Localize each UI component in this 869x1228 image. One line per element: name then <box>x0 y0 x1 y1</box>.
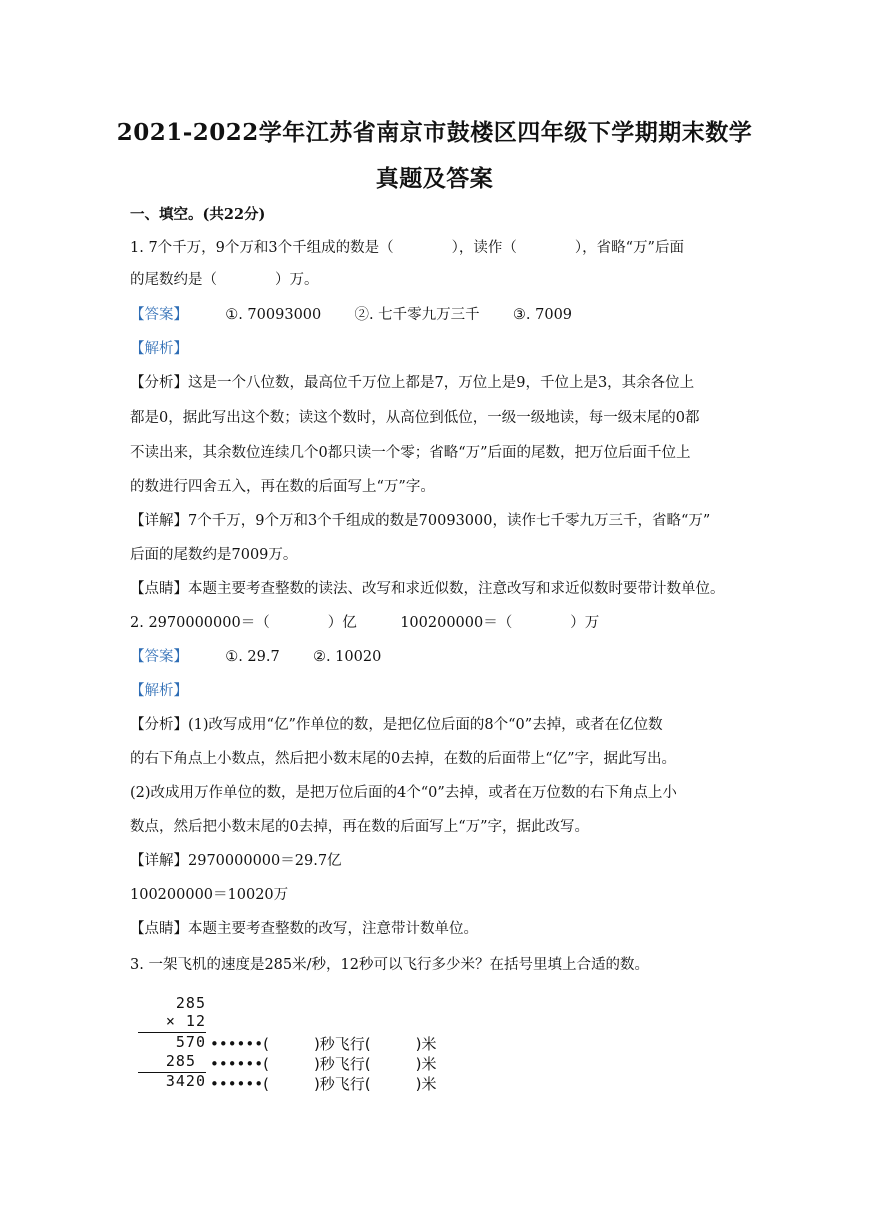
q1-xiangjie-line: 【详解】7个千万，9个万和3个千组成的数是70093000，读作七千零九万三千，省略“万” <box>130 513 711 529</box>
q2-text: 2. 2970000000＝（ ）亿 100200000＝（ ）万 <box>130 615 600 631</box>
q2-answer-row <box>130 647 742 667</box>
q2-dianjing: 【点睛】本题主要考查整数的改写，注意带计数单位。 <box>130 921 478 937</box>
q2-xiangjie-line: 100200000＝10020万 <box>130 887 289 903</box>
calc-result: 3420 <box>165 1072 206 1090</box>
q2-analysis-label: 【解析】 <box>130 683 188 699</box>
q1-xiangjie-line: 后面的尾数约是7009万。 <box>130 547 298 563</box>
q3-text: 3. 一架飞机的速度是285米/秒，12秒可以飞行多少米？在括号里填上合适的数。 <box>130 957 649 973</box>
q1-answer-1: ①. 70093000 <box>225 307 322 323</box>
document-title-line2: 真题及答案 <box>375 165 494 192</box>
calc-partial-1: 570 <box>175 1033 206 1051</box>
q1-fenxi-line: 都是0，据此写出这个数；读这个数时，从高位到低位，一级一级地读，每一级末尾的0都 <box>130 410 700 426</box>
section-heading: 一、填空。(共22分) <box>130 206 266 223</box>
calc-row-2-text: ••••••( )秒飞行( )米 <box>210 1055 437 1073</box>
answer-label: 【答案】 <box>130 649 188 665</box>
q2-fenxi-line: (2)改成用万作单位的数，是把万位后面的4个“0”去掉，或者在万位数的右下角点上小 <box>130 785 677 801</box>
q2-xiangjie-line: 【详解】2970000000＝29.7亿 <box>130 853 342 869</box>
q1-dianjing: 【点睛】本题主要考查整数的读法、改写和求近似数，注意改写和求近似数时要带计数单位。 <box>130 581 725 597</box>
calc-row-1-text: ••••••( )秒飞行( )米 <box>210 1035 437 1053</box>
document-title-line1: 2021-2022学年江苏省南京市鼓楼区四年级下学期期末数学 <box>116 119 753 146</box>
q2-fenxi-line: 【分析】(1)改写成用“亿”作单位的数，是把亿位后面的8个“0”去掉，或者在亿位数 <box>130 717 663 733</box>
calc-partial-2: 285 <box>165 1052 196 1070</box>
q1-answer-3: ③. 7009 <box>512 307 573 323</box>
q2-answer-1: ①. 29.7 <box>225 649 280 665</box>
calc-row-3-text: ••••••( )秒飞行( )米 <box>210 1075 437 1093</box>
q2-fenxi-line: 数点，然后把小数末尾的0去掉，再在数的后面写上“万”字，据此改写。 <box>130 819 590 835</box>
q2-fenxi-line: 的右下角点上小数点，然后把小数末尾的0去掉，在数的后面带上“亿”字，据此写出。 <box>130 751 677 767</box>
q2-answer-2: ②. 10020 <box>312 649 382 665</box>
q1-answer-2: ②. 七千零九万三千 <box>354 307 480 323</box>
calc-multiplier: × 12 <box>165 1012 206 1030</box>
q1-answer-row <box>130 305 742 325</box>
q1-text-line1: 1. 7个千万，9个万和3个千组成的数是（ ），读作（ ），省略“万”后面 <box>130 240 684 256</box>
calc-multiplicand: 285 <box>175 994 206 1012</box>
q1-text-line2: 的尾数约是（ ）万。 <box>130 272 319 288</box>
vertical-multiplication <box>136 992 476 1092</box>
q1-fenxi-line: 不读出来，其余数位连续几个0都只读一个零；省略“万”后面的尾数，把万位后面千位上 <box>130 445 691 461</box>
answer-label: 【答案】 <box>130 307 188 323</box>
q1-fenxi-line: 【分析】这是一个八位数，最高位千万位上都是7，万位上是9，千位上是3，其余各位上 <box>130 375 695 391</box>
q1-analysis-label: 【解析】 <box>130 341 188 357</box>
q1-fenxi-line: 的数进行四舍五入，再在数的后面写上“万”字。 <box>130 479 435 495</box>
